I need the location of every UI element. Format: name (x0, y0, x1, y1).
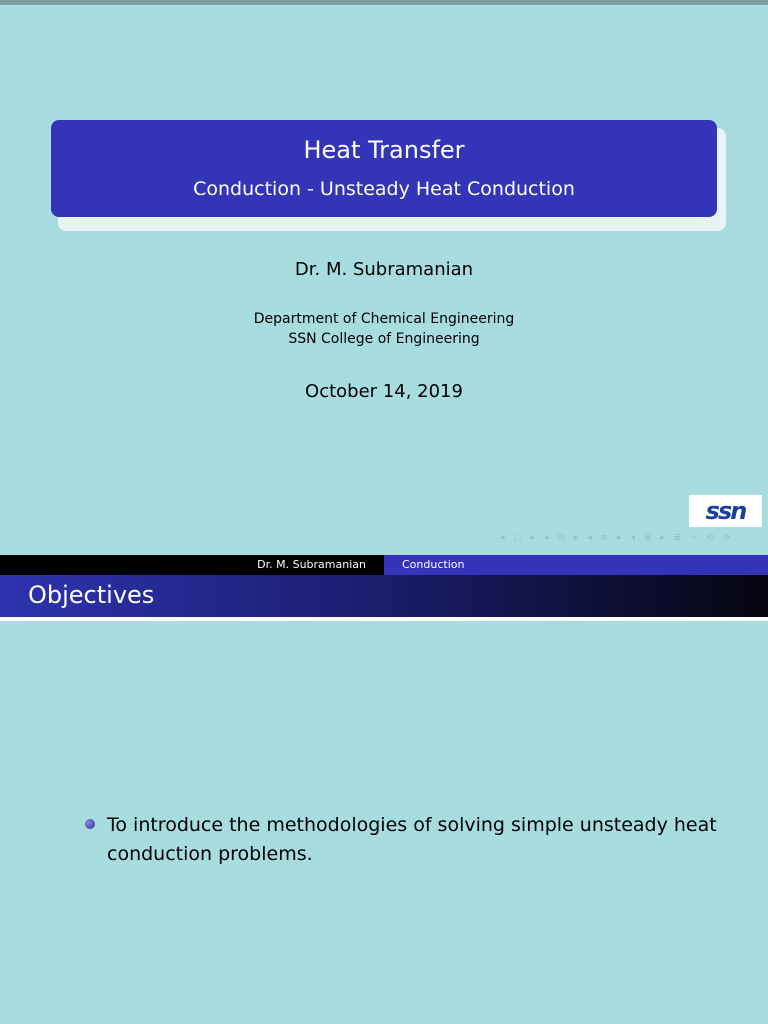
beamer-navigation-symbols[interactable]: ◂ ▢ ▸ ◂ ⊟ ▸ ◂ ≡ ▸ ◂ ≣ ▸ ≣ ∽ ⟲ ⟳ (500, 533, 734, 543)
footer-short-title: Conduction (402, 558, 465, 571)
objectives-frame-title-bar (0, 575, 768, 617)
title-box (51, 120, 717, 217)
footer-author-section (0, 555, 384, 575)
presentation-subtitle: Conduction - Unsteady Heat Conduction (193, 178, 575, 200)
footer-author: Dr. M. Subramanian (257, 558, 366, 571)
bullet-icon (85, 819, 95, 829)
ssn-logo-text: ssn (705, 497, 746, 525)
institute-college: SSN College of Engineering (288, 331, 480, 347)
author-name: Dr. M. Subramanian (294, 259, 474, 280)
institute-department: Department of Chemical Engineering (253, 311, 515, 327)
objectives-title: Objectives (28, 581, 155, 609)
title-slide (0, 5, 768, 555)
presentation-date: October 14, 2019 (305, 381, 463, 402)
footer-bar (0, 555, 768, 575)
footer-title-section (384, 555, 768, 575)
ssn-logo (689, 495, 762, 527)
presentation-title: Heat Transfer (303, 136, 465, 164)
objective-bullet-text: To introduce the methodologies of solving simple unsteady heat conduction problems. (107, 814, 717, 865)
